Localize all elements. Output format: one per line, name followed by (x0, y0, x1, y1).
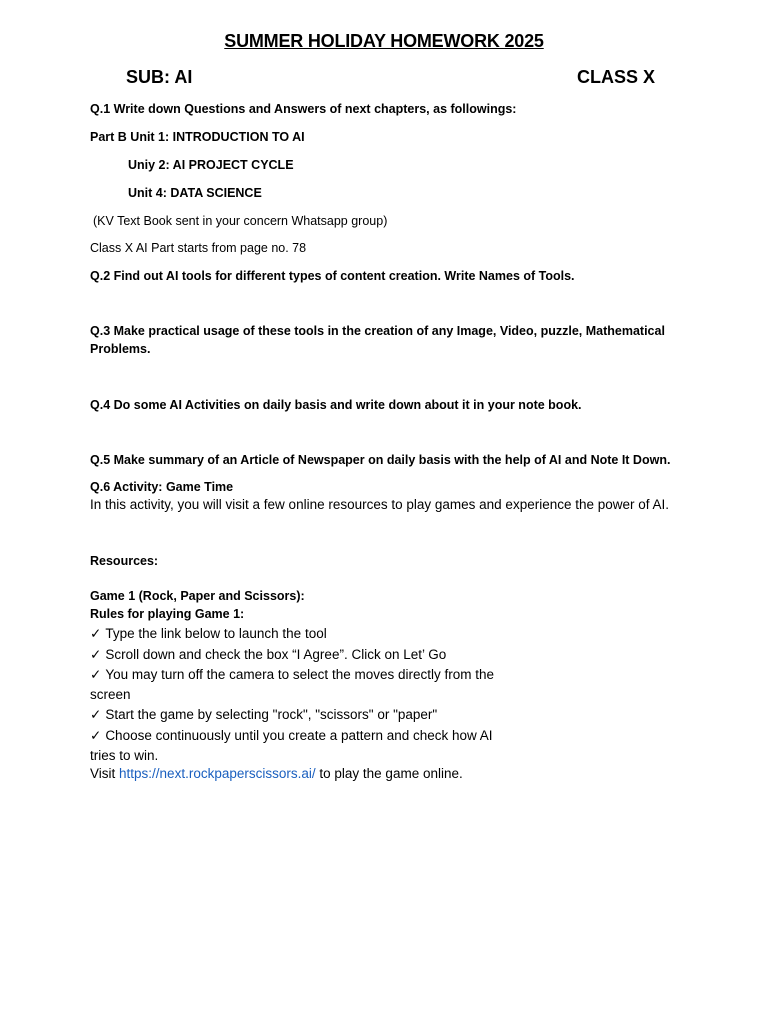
visit-prefix: Visit (90, 766, 116, 781)
rule-item (90, 705, 437, 725)
rule-text: Choose continuously until you create a pattern and check how AI tries to win. (90, 728, 493, 763)
checkmark-icon: ✓ (90, 707, 102, 722)
question-4: Q.4 Do some AI Activities on daily basis and write down about it in your note book. (90, 398, 582, 412)
checkmark-icon: ✓ (90, 626, 102, 641)
rule-item (90, 645, 446, 665)
unit-4-item: Unit 4: DATA SCIENCE (128, 186, 262, 200)
unit-2-item: Uniy 2: AI PROJECT CYCLE (128, 158, 294, 172)
question-6-heading: Q.6 Activity: Game Time (90, 480, 234, 494)
question-1: Q.1 Write down Questions and Answers of next chapters, as followings: (90, 102, 517, 116)
checkmark-icon: ✓ (90, 667, 102, 682)
game-link[interactable]: https://next.rockpaperscissors.ai/ (119, 766, 316, 781)
checkmark-icon: ✓ (90, 728, 102, 743)
rule-text: Start the game by selecting "rock", "scissors" or "paper" (105, 707, 438, 722)
page-title: SUMMER HOLIDAY HOMEWORK 2025 (224, 31, 544, 51)
class-label: CLASS X (577, 67, 656, 87)
question-3: Q.3 Make practical usage of these tools in the creation of any Image, Video, puzzle, Mathematical Problems. (90, 324, 665, 356)
visit-suffix: to play the game online. (319, 766, 463, 781)
rule-text: Type the link below to launch the tool (105, 626, 327, 641)
visit-line (90, 764, 463, 784)
game-1-title: Game 1 (Rock, Paper and Scissors): (90, 589, 305, 603)
resources-label: Resources: (90, 554, 159, 568)
rule-text: You may turn off the camera to select the moves directly from the screen (90, 667, 494, 702)
rules-label: Rules for playing Game 1: (90, 607, 245, 621)
unit-1-item: Part B Unit 1: INTRODUCTION TO AI (90, 130, 305, 144)
rule-item (90, 726, 500, 765)
textbook-note: (KV Text Book sent in your concern Whatsapp group) (93, 214, 388, 228)
rule-item (90, 624, 327, 644)
question-2: Q.2 Find out AI tools for different types of content creation. Write Names of Tools. (90, 269, 575, 283)
question-6-intro: In this activity, you will visit a few online resources to play games and experience the power of AI. (90, 497, 670, 512)
question-5: Q.5 Make summary of an Article of Newspaper on daily basis with the help of AI and Note It Down. (90, 453, 671, 467)
rule-text: Scroll down and check the box “I Agree”. Click on Let’ Go (105, 646, 447, 662)
checkmark-icon: ✓ (90, 646, 102, 662)
rule-item (90, 665, 500, 704)
page-info: Class X AI Part starts from page no. 78 (90, 241, 307, 255)
subject-label: SUB: AI (126, 67, 193, 87)
